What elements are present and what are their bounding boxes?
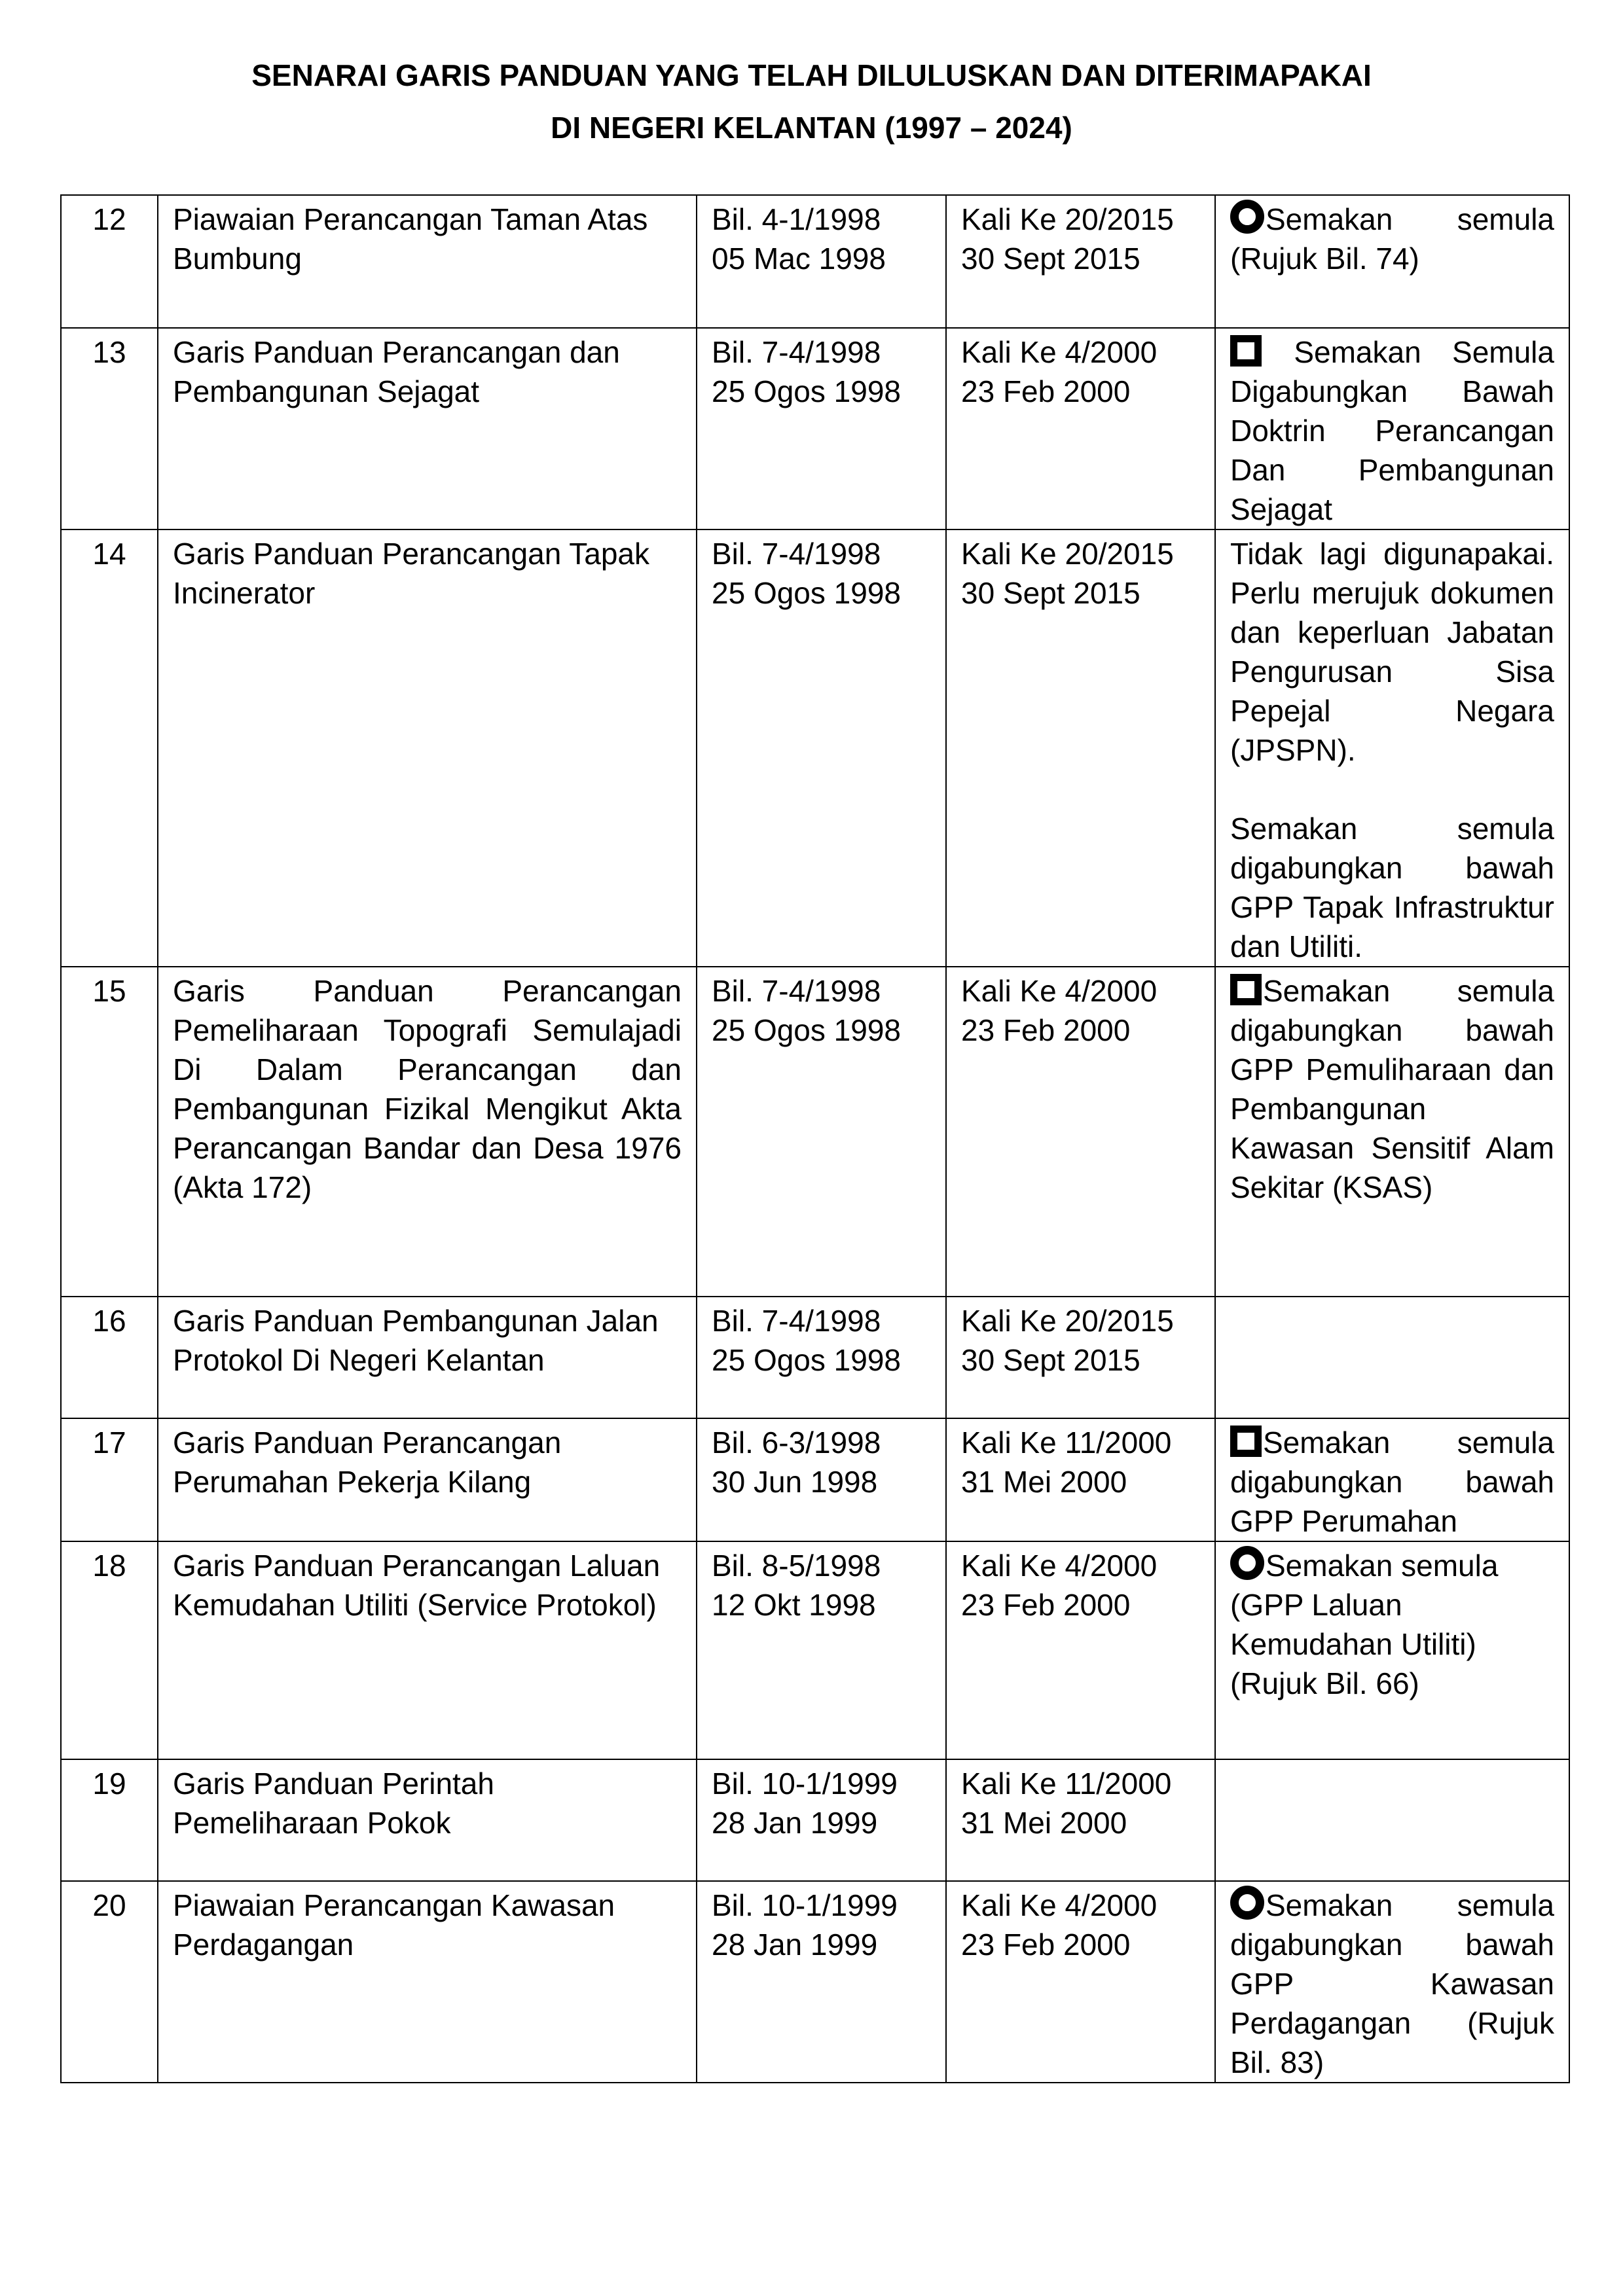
kali-date: 30 Sept 2015 <box>961 242 1140 276</box>
bil-date: 30 Jun 1998 <box>712 1465 878 1499</box>
kali-date: 23 Feb 2000 <box>961 1013 1131 1047</box>
adoption-ref <box>946 1881 1215 2083</box>
document-title-line-1: SENARAI GARIS PANDUAN YANG TELAH DILULUSKAN DAN DITERIMAPAKAI <box>251 58 1372 92</box>
adoption-ref <box>946 529 1215 967</box>
row-number: 15 <box>61 967 158 1297</box>
kali-date: 30 Sept 2015 <box>961 1343 1140 1377</box>
square-marker-icon <box>1230 335 1262 367</box>
row-number: 18 <box>61 1541 158 1759</box>
remarks-text: Semakan semula digabungkan bawah GPP Kawasan Perdagangan (Rujuk Bil. 83) <box>1230 1888 1554 2079</box>
kali-date: 30 Sept 2015 <box>961 576 1140 610</box>
kali-number: Kali Ke 4/2000 <box>961 1549 1158 1583</box>
table-row <box>61 1881 1569 2083</box>
row-number: 20 <box>61 1881 158 2083</box>
kali-number: Kali Ke 11/2000 <box>961 1767 1172 1801</box>
guideline-title: Garis Panduan Perancangan Pemeliharaan Topografi Semulajadi Di Dalam Perancangan dan Pembangunan Fizikal Mengikut Akta Perancangan Bandar dan Desa 1976 (Akta 172) <box>158 967 697 1297</box>
remarks-text: Semakan Semula Digabungkan Bawah Doktrin Perancangan Dan Pembangunan Sejagat <box>1230 335 1554 526</box>
adoption-ref <box>946 328 1215 529</box>
bil-number: Bil. 6-3/1998 <box>712 1426 881 1460</box>
bil-number: Bil. 7-4/1998 <box>712 537 881 571</box>
approval-ref <box>697 529 946 967</box>
bil-number: Bil. 4-1/1998 <box>712 202 881 236</box>
adoption-ref <box>946 1759 1215 1881</box>
bil-number: Bil. 10-1/1999 <box>712 1888 898 1922</box>
bil-number: Bil. 7-4/1998 <box>712 335 881 369</box>
bil-date: 25 Ogos 1998 <box>712 374 902 408</box>
kali-number: Kali Ke 20/2015 <box>961 202 1174 236</box>
adoption-ref <box>946 1418 1215 1541</box>
bil-number: Bil. 7-4/1998 <box>712 974 881 1008</box>
table-row <box>61 328 1569 529</box>
remarks-text: Semakan semula (GPP Laluan Kemudahan Utiliti) (Rujuk Bil. 66) <box>1230 1549 1499 1700</box>
bil-number: Bil. 8-5/1998 <box>712 1549 881 1583</box>
adoption-ref <box>946 1541 1215 1759</box>
remarks-cell <box>1215 1418 1569 1541</box>
kali-number: Kali Ke 11/2000 <box>961 1426 1172 1460</box>
row-number: 16 <box>61 1297 158 1418</box>
kali-date: 23 Feb 2000 <box>961 1928 1131 1962</box>
approval-ref <box>697 195 946 328</box>
guideline-title: Piawaian Perancangan Kawasan Perdagangan <box>158 1881 697 2083</box>
approval-ref <box>697 328 946 529</box>
table-row <box>61 1759 1569 1881</box>
bil-date: 25 Ogos 1998 <box>712 1013 902 1047</box>
remarks-cell <box>1215 195 1569 328</box>
table-row <box>61 1418 1569 1541</box>
remarks-cell <box>1215 328 1569 529</box>
guideline-title: Garis Panduan Perancangan dan Pembangunan Sejagat <box>158 328 697 529</box>
row-number: 13 <box>61 328 158 529</box>
kali-date: 31 Mei 2000 <box>961 1465 1127 1499</box>
row-number: 19 <box>61 1759 158 1881</box>
circle-marker-icon <box>1230 1886 1264 1920</box>
square-marker-icon <box>1230 974 1262 1005</box>
circle-marker-icon <box>1230 200 1264 234</box>
bil-date: 25 Ogos 1998 <box>712 576 902 610</box>
remarks-cell <box>1215 1759 1569 1881</box>
adoption-ref <box>946 195 1215 328</box>
kali-number: Kali Ke 4/2000 <box>961 335 1158 369</box>
kali-date: 31 Mei 2000 <box>961 1806 1127 1840</box>
guideline-title: Piawaian Perancangan Taman Atas Bumbung <box>158 195 697 328</box>
kali-number: Kali Ke 20/2015 <box>961 537 1174 571</box>
row-number: 14 <box>61 529 158 967</box>
bil-date: 28 Jan 1999 <box>712 1806 878 1840</box>
remarks-text: Semakan semula digabungkan bawah GPP Perumahan <box>1230 1426 1554 1538</box>
table-row <box>61 195 1569 328</box>
kali-date: 23 Feb 2000 <box>961 1588 1131 1622</box>
remarks-text: Tidak lagi digunapakai. Perlu merujuk dokumen dan keperluan Jabatan Pengurusan Sisa Pepejal Negara (JPSPN). <box>1230 537 1554 767</box>
remarks-cell <box>1215 529 1569 967</box>
remarks-cell <box>1215 1297 1569 1418</box>
guideline-title: Garis Panduan Perancangan Tapak Incinerator <box>158 529 697 967</box>
table-row <box>61 967 1569 1297</box>
square-marker-icon <box>1230 1426 1262 1457</box>
bil-date: 05 Mac 1998 <box>712 242 886 276</box>
table-row <box>61 529 1569 967</box>
adoption-ref <box>946 1297 1215 1418</box>
kali-number: Kali Ke 4/2000 <box>961 1888 1158 1922</box>
approval-ref <box>697 967 946 1297</box>
guideline-title: Garis Panduan Perancangan Perumahan Pekerja Kilang <box>158 1418 697 1541</box>
kali-number: Kali Ke 4/2000 <box>961 974 1158 1008</box>
circle-marker-icon <box>1230 1546 1264 1580</box>
remarks-cell <box>1215 1881 1569 2083</box>
bil-number: Bil. 10-1/1999 <box>712 1767 898 1801</box>
row-number: 12 <box>61 195 158 328</box>
approval-ref <box>697 1418 946 1541</box>
remarks-cell <box>1215 1541 1569 1759</box>
adoption-ref <box>946 967 1215 1297</box>
bil-date: 28 Jan 1999 <box>712 1928 878 1962</box>
row-number: 17 <box>61 1418 158 1541</box>
table-row <box>61 1541 1569 1759</box>
kali-date: 23 Feb 2000 <box>961 374 1131 408</box>
approval-ref <box>697 1297 946 1418</box>
remarks-text: Semakan semula (Rujuk Bil. 74) <box>1230 202 1554 276</box>
document-title-line-2: DI NEGERI KELANTAN (1997 – 2024) <box>551 111 1072 145</box>
bil-date: 25 Ogos 1998 <box>712 1343 902 1377</box>
guidelines-table <box>60 194 1570 2083</box>
bil-date: 12 Okt 1998 <box>712 1588 876 1622</box>
approval-ref <box>697 1759 946 1881</box>
remarks-cell <box>1215 967 1569 1297</box>
guideline-title: Garis Panduan Perancangan Laluan Kemudahan Utiliti (Service Protokol) <box>158 1541 697 1759</box>
approval-ref <box>697 1881 946 2083</box>
kali-number: Kali Ke 20/2015 <box>961 1304 1174 1338</box>
approval-ref <box>697 1541 946 1759</box>
guideline-title: Garis Panduan Pembangunan Jalan Protokol Di Negeri Kelantan <box>158 1297 697 1418</box>
bil-number: Bil. 7-4/1998 <box>712 1304 881 1338</box>
table-row <box>61 1297 1569 1418</box>
remarks-text-secondary: Semakan semula digabungkan bawah GPP Tapak Infrastruktur dan Utiliti. <box>1230 812 1554 963</box>
guideline-title: Garis Panduan Perintah Pemeliharaan Pokok <box>158 1759 697 1881</box>
remarks-text: Semakan semula digabungkan bawah GPP Pemuliharaan dan Pembangunan Kawasan Sensitif Alam Sekitar (KSAS) <box>1230 974 1554 1204</box>
